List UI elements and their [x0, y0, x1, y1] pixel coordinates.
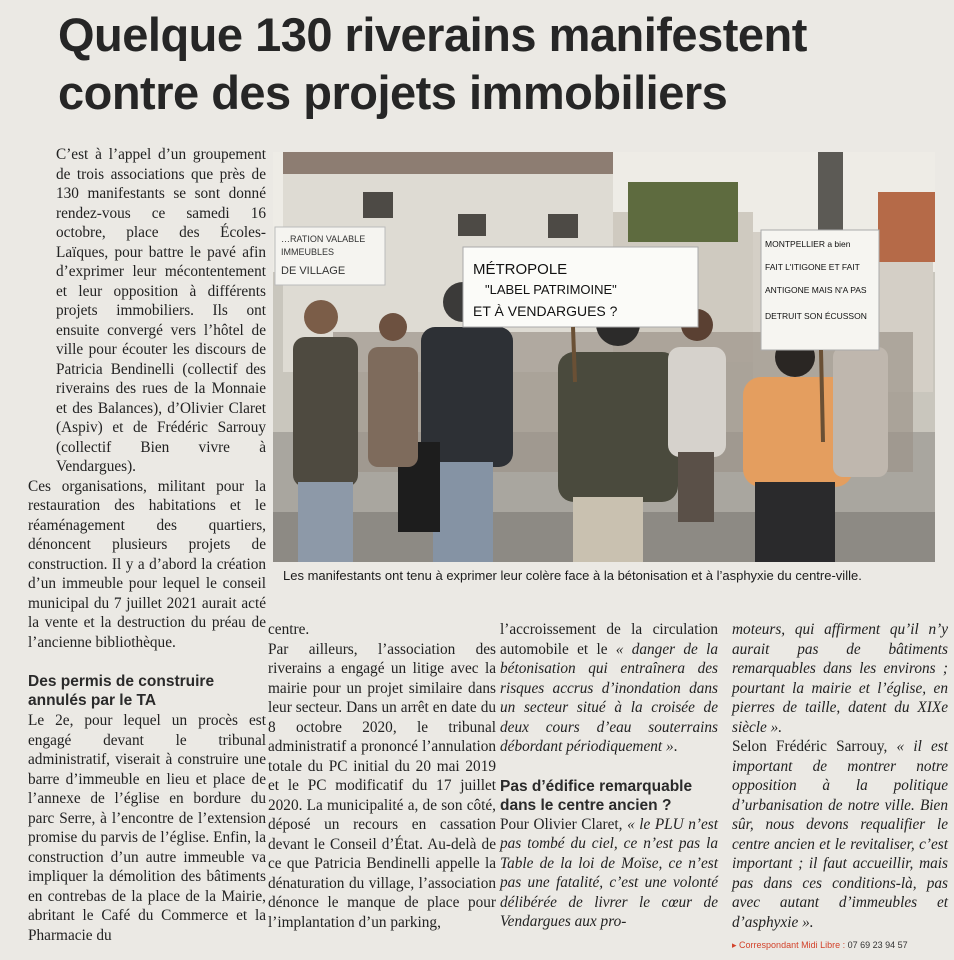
text-run: . [673, 738, 678, 755]
sign-left-line-3: DE VILLAGE [281, 265, 346, 277]
subheading: Pas d’édifice remarquable dans le centre ancien ? [500, 777, 693, 814]
credit-label: Correspondant Midi Libre : [739, 940, 846, 950]
credit-arrow-icon: ▸ [732, 940, 737, 950]
sign-left-line-1: …RATION VALABLE [281, 234, 366, 244]
text-run: Selon Frédéric Sarrouy, [732, 738, 888, 755]
article-column-3 [500, 620, 718, 932]
text-run: Pour Olivier Claret, [500, 815, 623, 833]
subheading: Des permis de construire annulés par le TA [28, 673, 215, 709]
article-column-4 [732, 620, 948, 956]
headline-line-2: contre des projets immobiliers [58, 66, 728, 119]
sign-right-line-3: ANTIGONE MAIS N'A PAS [765, 285, 867, 295]
quote: « il est important de montrer notre opposition à la politique d’urbanisation de notre ville. Bien sûr, nous devons requalifier le centre ancien et le revitaliser, c’est important ; il faut accueillir, mais pas dans ces conditions-là, pas avec autant d’immeubles et d’asphyxie ». [732, 738, 948, 931]
sign-right-line-2: FAIT L'ITIGONE ET FAIT [765, 262, 860, 272]
sign-right-line-1: MONTPELLIER a bien [765, 239, 851, 249]
protest-sign-left [275, 227, 385, 285]
quote: « le PLU n’est pas tombé du ciel, ce n’est pas la Table de la loi de Moïse, ce n’est pas une fatalité, c’est une volonté délibérée de livrer le cœur de Vendargues aux pro- [500, 815, 719, 930]
protest-photo [273, 152, 935, 562]
paragraph: Le 2e, pour lequel un procès est engagé devant le tribunal administratif, viserait à construire une barre d’immeuble en lieu et place de l’annexe de l’église en bordure du parc Serre, à l’encontre de l’extension promise du parvis de l’église. Enfin, la construction d’un autre immeuble va impliquer la démolition des bâtiments en contrebas de la place de la Mairie, abritant le Café du Commerce et la Pharmacie du [28, 712, 266, 944]
sign-center-line-1: MÉTROPOLE [473, 261, 568, 278]
sign-center-line-3: ET À VENDARGUES ? [473, 303, 618, 319]
sign-left-line-2: IMMEUBLES [281, 247, 335, 257]
paragraph: Ces organisations, militant pour la restauration des habitations et le réaménagement des quartiers, dénoncent plusieurs projets de construction. Il y a d’abord la création d’un immeuble pour lequel le conseil municipal du 7 juillet 2021 aurait acté la vente et la destruction du préau de l’ancienne bibliothèque. [28, 477, 266, 651]
intro-paragraph: C’est à l’appel d’un groupement de trois associations que près de 130 manifestants se sont donné rendez-vous ce samedi 16 octobre, place des Écoles-Laïques, pour battre le pavé afin d’exprimer leur mécontentement et leur opposition à différents projets immobiliers. Ils ont ensuite convergé vers l’hôtel de ville pour écouter les discours de Patricia Bendinelli (collectif des riverains des rues de la Monnaie et des Balances), d’Olivier Claret (Aspiv) et de Frédéric Sarrouy (collectif Bien vivre à Vendargues). [56, 146, 266, 475]
paragraph: centre. [268, 621, 310, 638]
credit-phone: 07 69 23 94 57 [847, 940, 908, 950]
quote: « danger de la bétonisation qui entraînera des risques accrus d’inondation dans un secteur situé à la croisée de deux cours d’eau souterrains débordant périodiquement » [500, 640, 718, 755]
paragraph: Par ailleurs, l’association des riverains a engagé un litige avec la mairie pour un projet similaire dans leur secteur. Dans un arrêt en date du 8 octobre 2020, le tribunal administratif a prononcé l’annulation totale du PC initial du 20 mai 2019 et le PC modificatif du 17 juillet 2020. La municipalité a, de son côté, déposé un recours en cassation devant le Conseil d’État. Au-delà de ce que Patricia Bendinelli appelle la dénaturation du village, l’association dénonce le manque de place pour l’implantation d’un parking, [268, 640, 496, 931]
paragraph [500, 815, 718, 932]
headline [58, 6, 938, 122]
paragraph [500, 620, 718, 757]
sign-center-line-2: "LABEL PATRIMOINE" [485, 282, 617, 297]
photo-caption: Les manifestants ont tenu à exprimer leur colère face à la bétonisation et à l’asphyxie du centre-ville. [283, 568, 862, 583]
article-column-1 [28, 145, 266, 945]
text-run: l’accroissement de la circulation automobile et le [500, 621, 718, 658]
correspondent-credit [732, 936, 948, 956]
quote: moteurs, qui affirment qu’il n’y aurait pas de bâtiments remarquables dans les environs ; pourtant la mairie et l’église, en pierres de taille, datent du XIXe siècle ». [732, 621, 948, 736]
sign-right-line-4: DETRUIT SON ÉCUSSON [765, 311, 867, 321]
article-column-2 [268, 620, 496, 932]
paragraph [732, 737, 948, 932]
headline-line-1: Quelque 130 riverains manifestent [58, 8, 807, 61]
photo-illustration [273, 152, 935, 562]
